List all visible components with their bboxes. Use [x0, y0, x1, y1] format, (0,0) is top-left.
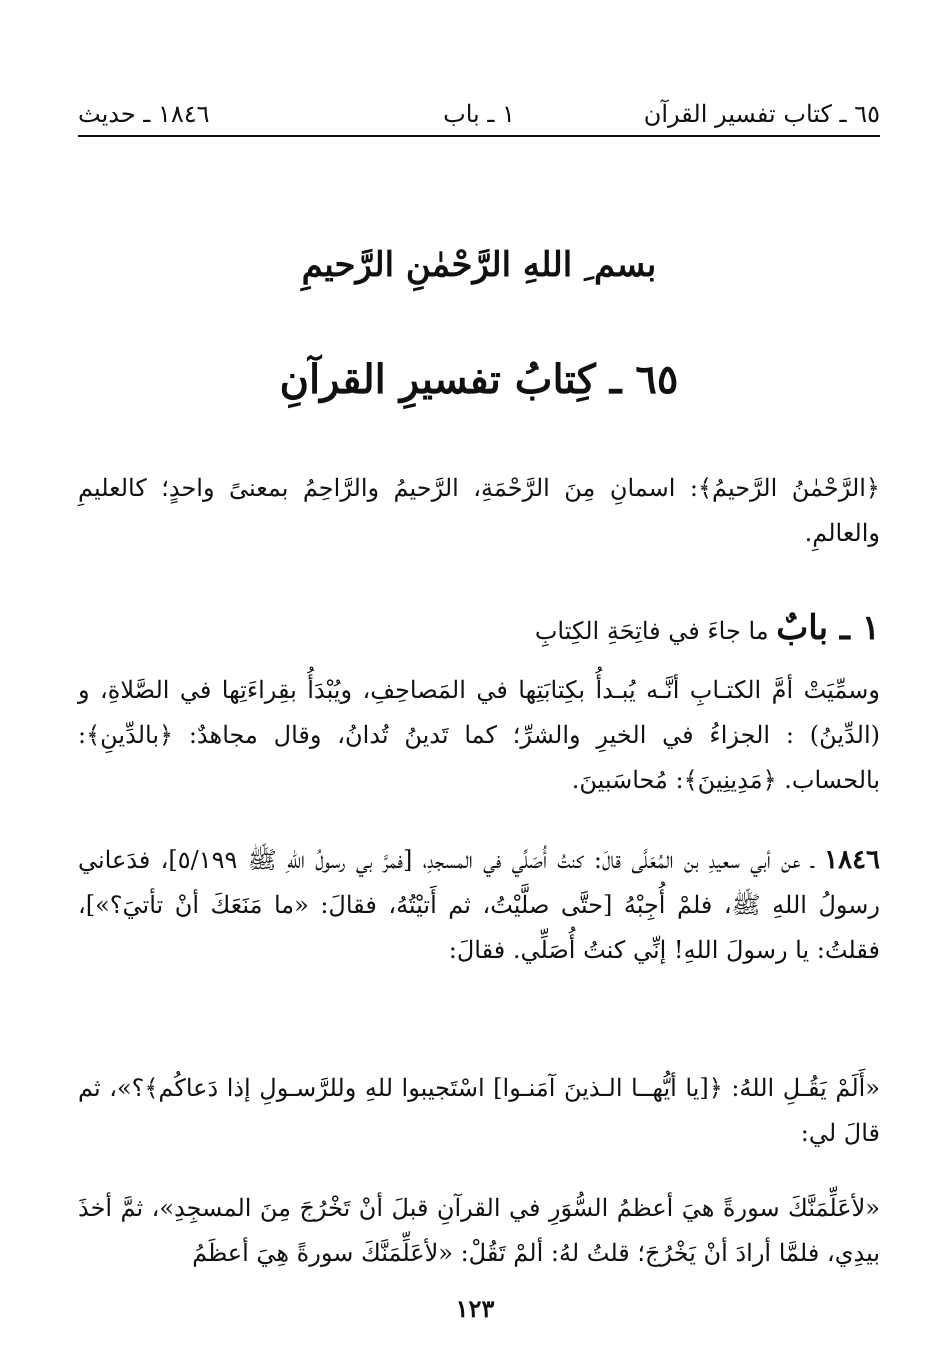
hadith-quote-paragraph: «أَلَمْ يَقُـلِ اللهُ: ﴿[يا أيُّهــا الـذينَ آمَنـوا] اسْتَجيبوا للهِ وللرَّسـولِ إذا دَعاكُم﴾؟»، ثم قالَ لي: — [78, 1074, 880, 1147]
header-hadith-label: ١٨٤٦ ـ حديث — [78, 100, 210, 128]
hadith-final-paragraph: «لأعَلِّمَنَّكَ سورةً هيَ أعظمُ السُّوَرِ في القرآنِ قبلَ أنْ تَخْرُجَ مِنَ المسجِدِ»، ثمَّ أخذَ بيدِي، فلمَّا أرادَ أنْ يَخْرُجَ؛ قلتُ لهُ: ألمْ تَقُلْ: «لأعَلِّمَنَّكَ سورةً هِيَ أعظَمُ — [78, 1194, 880, 1267]
hadith-number: ١٨٤٦ — [824, 845, 881, 875]
book-title: ٦٥ ـ كِتابُ تفسيرِ القرآنِ — [279, 356, 679, 403]
chapter-number-label: ١ ـ بابٌ — [776, 608, 880, 648]
chapter-heading — [78, 606, 880, 654]
chapter-paragraph: وسمِّيَتْ أمَّ الكتـابِ أنَّـه يُبـدأُ بكِتابَتِها في المَصاحِفِ، ويُبْدَأُ بقِراءَتِها في الصَّلاةِ، و (الدِّينُ) : الجزاءُ في الخيرِ والشرِّ؛ كما تَدينُ تُدانُ، وقال مجاهدٌ: ﴿بالدِّينِ﴾: بالحساب. ﴿مَدِينِينَ﴾: مُحاسَبينَ. — [78, 676, 880, 794]
header-chapter-label: ١ ـ باب — [443, 100, 515, 128]
header-divider — [78, 135, 880, 137]
hadith-text: ـ عن أبي سعيدِ بن المُعَلَّى قالَ: كنتُ أُصَلِّي في المسجدِ، [فمرَّ بي رسولُ اللهِ ﷺ ٥/١٩٩]، فدَعاني رسولُ اللهِ ﷺ، فلمْ أُجِبْهُ [حتَّى صلَّيْتُ، ثم أَتيْتُهُ، فقالَ: «ما مَنَعَكَ أنْ تأتيَ؟»]، فقلتُ: يا رسولَ اللهِ! إنِّي كنتُ أُصَلِّي. فقالَ: — [78, 846, 880, 964]
header-book-label: ٦٥ ـ كتاب تفسير القرآن — [643, 100, 880, 128]
intro-paragraph: ﴿الرَّحْمٰنُ الرَّحيمُ﴾: اسمانِ مِنَ الرَّحْمَةِ، الرَّحيمُ والرَّاحِمُ بمعنىً واحدٍ؛ كالعليمِ والعالمِ. — [78, 474, 880, 547]
basmala: بسم ِ اللهِ الرَّحْمٰنِ الرَّحيمِ — [301, 245, 657, 285]
page-number: ١٢٣ — [455, 1294, 495, 1323]
running-header — [78, 94, 880, 134]
chapter-title: ما جاءَ في فاتِحَةِ الكِتابِ — [534, 617, 769, 645]
hadith-paragraph — [78, 838, 880, 973]
